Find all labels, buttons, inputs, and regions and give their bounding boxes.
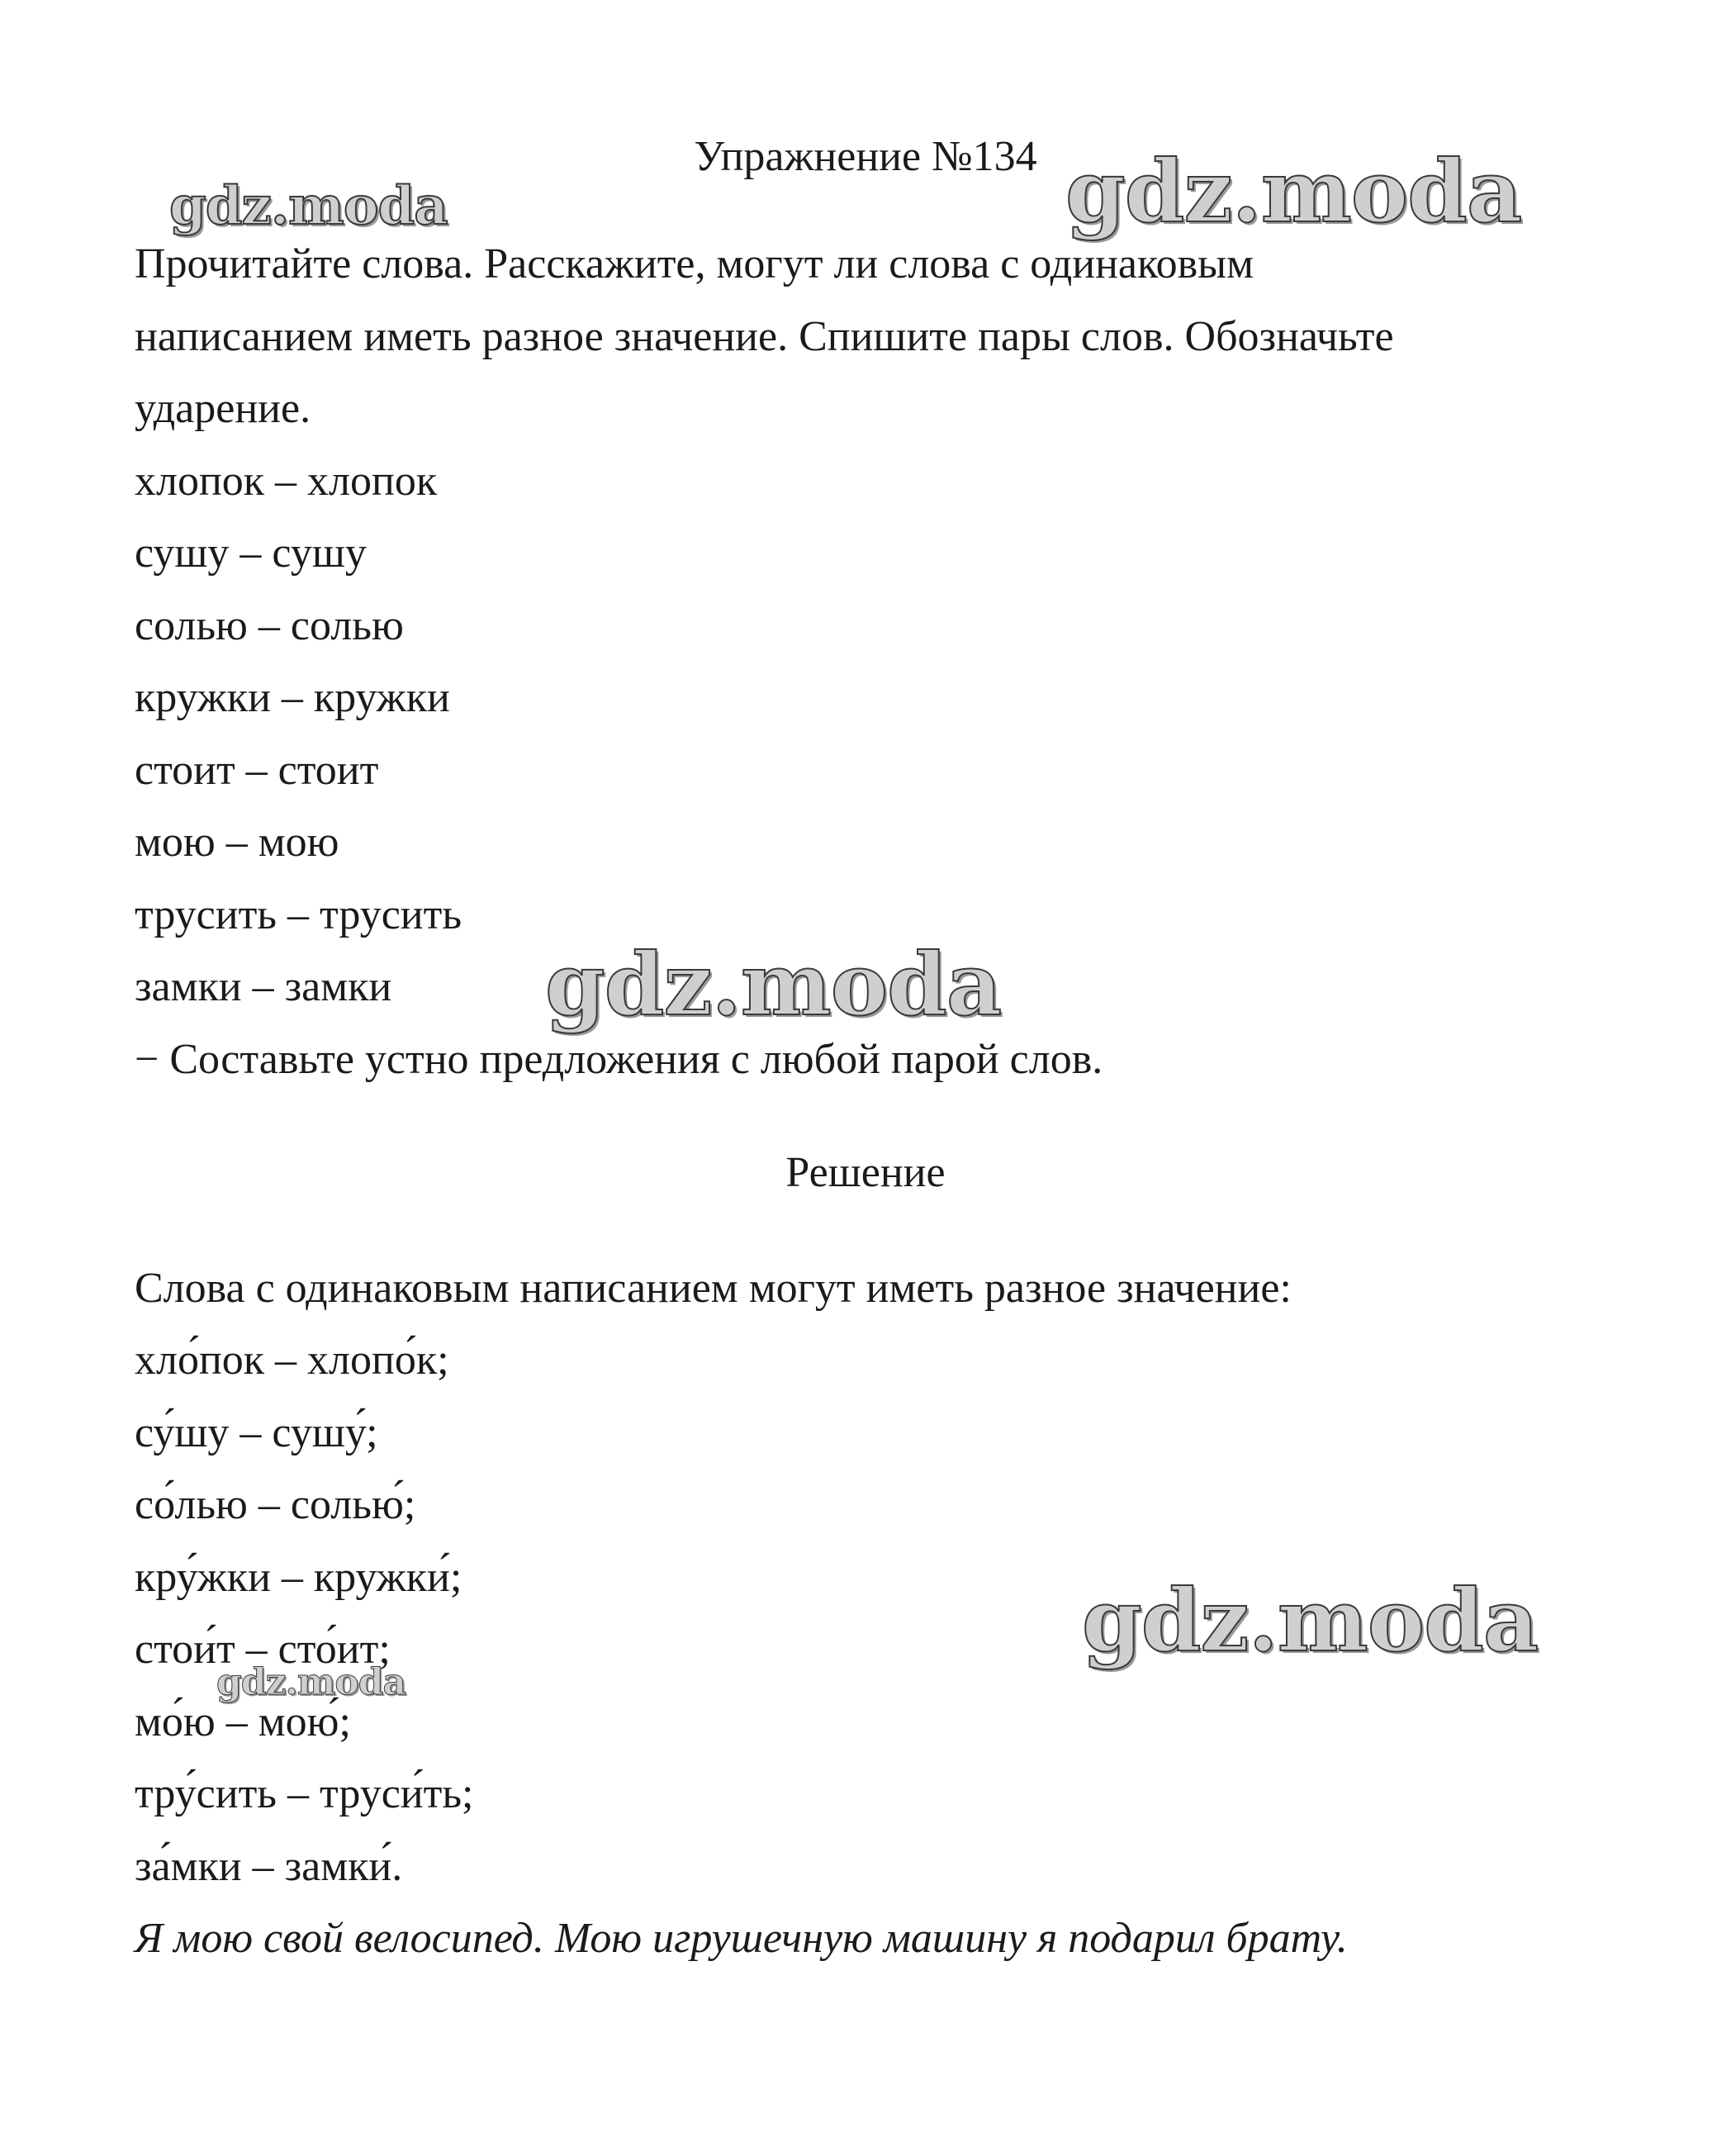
task-pair-1: хлопок – хлопок	[135, 458, 438, 505]
solution-pair-4: кру́жки – кружки́;	[135, 1554, 462, 1601]
watermark-logo: gdz.moda	[216, 1661, 406, 1703]
solution-pair-3: со́лью – солью́;	[135, 1481, 416, 1528]
solution-pair-5: стои́т – сто́ит;	[135, 1626, 391, 1673]
task-pair-5: стоит – стоит	[135, 747, 379, 794]
watermark-logo: gdz.moda	[169, 175, 448, 237]
task-pair-8: замки – замки	[135, 963, 392, 1010]
solution-pair-7: тру́сить – труси́ть;	[135, 1770, 474, 1817]
task-pair-6: мою – мою	[135, 819, 339, 866]
solution-heading: Решение	[785, 1149, 946, 1196]
task-line-2: написанием иметь разное значение. Спишите пары слов. Обозначьте	[135, 313, 1394, 360]
task-line-1: Прочитайте слова. Расскажите, могут ли слова с одинаковым	[135, 240, 1254, 287]
watermark-logo: gdz.moda	[1082, 1570, 1539, 1671]
task-pair-3: солью – солью	[135, 602, 404, 649]
task-line-3: ударение.	[135, 385, 311, 432]
solution-pair-1: хло́пок – хлопо́к;	[135, 1337, 449, 1384]
solution-sentence: Я мою свой велосипед. Мою игрушечную машину я подарил брату.	[135, 1915, 1348, 1962]
task-pair-2: сушу – сушу	[135, 530, 367, 577]
watermark-logo: gdz.moda	[545, 933, 1002, 1035]
task-pair-7: трусить – трусить	[135, 891, 462, 938]
task-pair-4: кружки – кружки	[135, 674, 450, 721]
watermark-logo: gdz.moda	[1065, 140, 1522, 242]
solution-pair-8: за́мки – замки́.	[135, 1843, 403, 1890]
exercise-title: Упражнение №134	[694, 133, 1037, 180]
solution-pair-6: мо́ю – мою́;	[135, 1698, 351, 1745]
task-extra: − Составьте устно предложения с любой парой слов.	[135, 1036, 1103, 1083]
solution-pair-2: су́шу – сушу́;	[135, 1409, 378, 1456]
solution-intro: Слова с одинаковым написанием могут иметь разное значение:	[135, 1265, 1292, 1312]
